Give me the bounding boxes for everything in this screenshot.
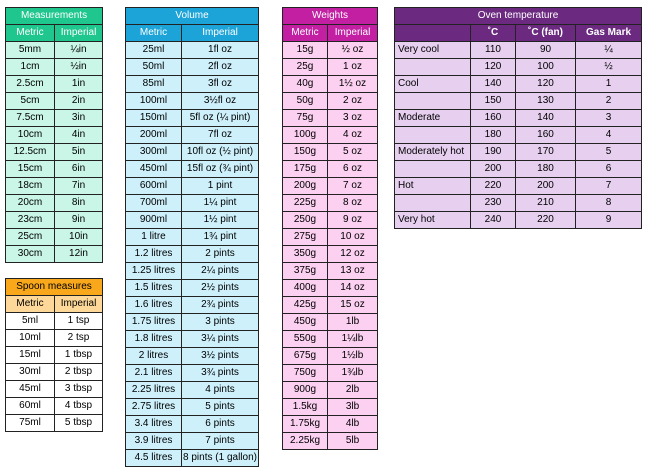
- measurements-cell: 5mm: [6, 42, 55, 59]
- volume-cell: 100ml: [126, 93, 182, 110]
- spoon-measures-table: [5, 278, 103, 432]
- weights-cell: 550g: [283, 331, 328, 348]
- spoon-cell: 5 tbsp: [55, 415, 103, 432]
- measurements-cell: 18cm: [6, 178, 55, 195]
- measurements-cell: 25cm: [6, 229, 55, 246]
- table-row: [126, 144, 259, 161]
- volume-cell: 1¾ pint: [182, 229, 259, 246]
- measurements-cell: 30cm: [6, 246, 55, 263]
- measurements-cell: 9in: [55, 212, 103, 229]
- table-row: [283, 348, 378, 365]
- table-row: [6, 76, 103, 93]
- oven-cell: 9: [576, 212, 642, 229]
- table-row: [283, 297, 378, 314]
- volume-cell: 1.5 litres: [126, 280, 182, 297]
- oven-cell: 3: [576, 110, 642, 127]
- oven-cell: 170: [516, 144, 576, 161]
- oven-column-header: Gas Mark: [576, 25, 642, 42]
- table-row: [6, 93, 103, 110]
- oven-column-header: ˚C (fan): [516, 25, 576, 42]
- measurements-cell: ¼in: [55, 42, 103, 59]
- oven-cell: [395, 127, 471, 144]
- volume-cell: 1.75 litres: [126, 314, 182, 331]
- volume-cell: 5fl oz (¼ pint): [182, 110, 259, 127]
- weights-cell: 3 oz: [328, 110, 378, 127]
- volume-cell: 1½ pint: [182, 212, 259, 229]
- volume-cell: 1.6 litres: [126, 297, 182, 314]
- volume-cell: 85ml: [126, 76, 182, 93]
- measurements-cell: 15cm: [6, 161, 55, 178]
- table-row: [283, 144, 378, 161]
- oven-cell: 7: [576, 178, 642, 195]
- weights-cell: 1½lb: [328, 348, 378, 365]
- volume-cell: 2.1 litres: [126, 365, 182, 382]
- weights-header-row: [283, 25, 378, 42]
- table-row: [126, 365, 259, 382]
- table-row: [283, 93, 378, 110]
- volume-cell: 1.2 litres: [126, 246, 182, 263]
- spoon-column-header: Metric: [6, 296, 55, 313]
- weights-cell: 1½ oz: [328, 76, 378, 93]
- weights-cell: 13 oz: [328, 263, 378, 280]
- oven-cell: Moderately hot: [395, 144, 471, 161]
- oven-cell: 110: [471, 42, 516, 59]
- volume-cell: 1 pint: [182, 178, 259, 195]
- oven-cell: [395, 161, 471, 178]
- volume-cell: 6 pints: [182, 416, 259, 433]
- table-row: [126, 76, 259, 93]
- oven-column-header: [395, 25, 471, 42]
- table-row: [283, 416, 378, 433]
- table-row: [6, 364, 103, 381]
- weights-title: Weights: [283, 8, 378, 25]
- measurements-cell: 1cm: [6, 59, 55, 76]
- weights-cell: 2 oz: [328, 93, 378, 110]
- spoon-cell: 5ml: [6, 313, 55, 330]
- oven-cell: 200: [516, 178, 576, 195]
- weights-column-header: Imperial: [328, 25, 378, 42]
- weights-cell: 5 oz: [328, 144, 378, 161]
- table-row: [395, 76, 642, 93]
- oven-cell: 140: [516, 110, 576, 127]
- volume-cell: 3.9 litres: [126, 433, 182, 450]
- table-row: [283, 246, 378, 263]
- weights-cell: 750g: [283, 365, 328, 382]
- volume-cell: 2.75 litres: [126, 399, 182, 416]
- weights-table: [282, 7, 378, 450]
- oven-cell: 180: [516, 161, 576, 178]
- oven-cell: 2: [576, 93, 642, 110]
- table-row: [126, 433, 259, 450]
- volume-cell: 3fl oz: [182, 76, 259, 93]
- weights-cell: 4 oz: [328, 127, 378, 144]
- volume-cell: 8 pints (1 gallon): [182, 450, 259, 467]
- oven-cell: 220: [471, 178, 516, 195]
- volume-cell: 4.5 litres: [126, 450, 182, 467]
- measurements-cell: 6in: [55, 161, 103, 178]
- weights-cell: 2.25kg: [283, 433, 328, 450]
- weights-cell: 225g: [283, 195, 328, 212]
- oven-cell: ¼: [576, 42, 642, 59]
- volume-cell: 1 litre: [126, 229, 182, 246]
- table-row: [283, 229, 378, 246]
- volume-cell: 7fl oz: [182, 127, 259, 144]
- table-row: [6, 59, 103, 76]
- table-row: [283, 195, 378, 212]
- oven-header-row: [395, 25, 642, 42]
- measurements-cell: 5in: [55, 144, 103, 161]
- volume-cell: 7 pints: [182, 433, 259, 450]
- table-row: [395, 127, 642, 144]
- weights-cell: 1 oz: [328, 59, 378, 76]
- measurements-cell: 5cm: [6, 93, 55, 110]
- table-row: [395, 42, 642, 59]
- weights-cell: 10 oz: [328, 229, 378, 246]
- spoon-cell: 60ml: [6, 398, 55, 415]
- weights-cell: 1.75kg: [283, 416, 328, 433]
- table-row: [283, 161, 378, 178]
- volume-cell: 300ml: [126, 144, 182, 161]
- weights-cell: ½ oz: [328, 42, 378, 59]
- measurements-cell: 3in: [55, 110, 103, 127]
- weights-cell: 5lb: [328, 433, 378, 450]
- oven-cell: 230: [471, 195, 516, 212]
- table-row: [126, 229, 259, 246]
- table-row: [6, 178, 103, 195]
- weights-cell: 400g: [283, 280, 328, 297]
- measurements-cell: 7in: [55, 178, 103, 195]
- table-row: [126, 178, 259, 195]
- volume-cell: 2¼ pints: [182, 263, 259, 280]
- volume-cell: 3½fl oz: [182, 93, 259, 110]
- oven-cell: 4: [576, 127, 642, 144]
- table-row: [126, 212, 259, 229]
- volume-cell: 3.4 litres: [126, 416, 182, 433]
- oven-cell: 1: [576, 76, 642, 93]
- volume-cell: 2fl oz: [182, 59, 259, 76]
- spoon-header-row: [6, 296, 103, 313]
- volume-cell: 1¼ pint: [182, 195, 259, 212]
- table-row: [126, 331, 259, 348]
- volume-title: Volume: [126, 8, 259, 25]
- table-row: [126, 297, 259, 314]
- volume-cell: 1.25 litres: [126, 263, 182, 280]
- table-row: [126, 93, 259, 110]
- table-row: [126, 42, 259, 59]
- volume-column-header: Metric: [126, 25, 182, 42]
- volume-header-row: [126, 25, 259, 42]
- volume-cell: 2½ pints: [182, 280, 259, 297]
- table-row: [126, 161, 259, 178]
- weights-cell: 150g: [283, 144, 328, 161]
- weights-cell: 25g: [283, 59, 328, 76]
- table-row: [126, 246, 259, 263]
- oven-cell: 6: [576, 161, 642, 178]
- measurements-header-row: [6, 25, 103, 42]
- table-row: [395, 178, 642, 195]
- weights-cell: 14 oz: [328, 280, 378, 297]
- spoon-cell: 15ml: [6, 347, 55, 364]
- spoon-cell: 45ml: [6, 381, 55, 398]
- table-row: [395, 195, 642, 212]
- volume-cell: 600ml: [126, 178, 182, 195]
- table-row: [283, 382, 378, 399]
- volume-cell: 3 pints: [182, 314, 259, 331]
- table-row: [126, 450, 259, 467]
- table-row: [6, 195, 103, 212]
- measurements-cell: ½in: [55, 59, 103, 76]
- oven-column-header: ˚C: [471, 25, 516, 42]
- table-row: [283, 110, 378, 127]
- spoon-cell: 75ml: [6, 415, 55, 432]
- table-row: [126, 416, 259, 433]
- weights-cell: 450g: [283, 314, 328, 331]
- oven-cell: 220: [516, 212, 576, 229]
- measurements-table: [5, 7, 103, 263]
- table-row: [126, 382, 259, 399]
- table-row: [6, 212, 103, 229]
- oven-cell: 200: [471, 161, 516, 178]
- weights-cell: 15g: [283, 42, 328, 59]
- table-row: [283, 178, 378, 195]
- measurements-title: Measurements: [6, 8, 103, 25]
- weights-cell: 425g: [283, 297, 328, 314]
- weights-cell: 9 oz: [328, 212, 378, 229]
- weights-cell: 175g: [283, 161, 328, 178]
- oven-cell: 140: [471, 76, 516, 93]
- oven-cell: Moderate: [395, 110, 471, 127]
- table-row: [6, 398, 103, 415]
- volume-cell: 1fl oz: [182, 42, 259, 59]
- measurements-cell: 12.5cm: [6, 144, 55, 161]
- weights-cell: 200g: [283, 178, 328, 195]
- volume-cell: 25ml: [126, 42, 182, 59]
- table-row: [283, 280, 378, 297]
- oven-cell: 150: [471, 93, 516, 110]
- weights-cell: 7 oz: [328, 178, 378, 195]
- oven-cell: 160: [471, 110, 516, 127]
- oven-cell: 90: [516, 42, 576, 59]
- spoon-title: Spoon measures: [6, 279, 103, 296]
- table-row: [126, 314, 259, 331]
- volume-cell: 5 pints: [182, 399, 259, 416]
- spoon-cell: 2 tsp: [55, 330, 103, 347]
- table-row: [6, 347, 103, 364]
- oven-cell: 160: [516, 127, 576, 144]
- table-row: [395, 110, 642, 127]
- oven-cell: 180: [471, 127, 516, 144]
- table-row: [126, 280, 259, 297]
- weights-cell: 15 oz: [328, 297, 378, 314]
- measurements-cell: 2.5cm: [6, 76, 55, 93]
- oven-cell: 120: [471, 59, 516, 76]
- volume-cell: 450ml: [126, 161, 182, 178]
- measurements-column-header: Imperial: [55, 25, 103, 42]
- measurements-column-header: Metric: [6, 25, 55, 42]
- table-row: [126, 348, 259, 365]
- measurements-cell: 20cm: [6, 195, 55, 212]
- volume-cell: 4 pints: [182, 382, 259, 399]
- table-row: [126, 263, 259, 280]
- oven-title: Oven temperature: [395, 8, 642, 25]
- measurements-cell: 4in: [55, 127, 103, 144]
- measurements-cell: 10in: [55, 229, 103, 246]
- table-row: [6, 381, 103, 398]
- volume-cell: 2 pints: [182, 246, 259, 263]
- weights-column-header: Metric: [283, 25, 328, 42]
- volume-column-header: Imperial: [182, 25, 259, 42]
- weights-cell: 2lb: [328, 382, 378, 399]
- table-row: [283, 59, 378, 76]
- weights-cell: 6 oz: [328, 161, 378, 178]
- weights-cell: 675g: [283, 348, 328, 365]
- volume-cell: 2¾ pints: [182, 297, 259, 314]
- oven-cell: ½: [576, 59, 642, 76]
- oven-cell: 190: [471, 144, 516, 161]
- volume-cell: 15fl oz (¾ pint): [182, 161, 259, 178]
- table-row: [395, 161, 642, 178]
- volume-cell: 3¾ pints: [182, 365, 259, 382]
- table-row: [126, 127, 259, 144]
- weights-cell: 100g: [283, 127, 328, 144]
- table-row: [126, 110, 259, 127]
- weights-cell: 40g: [283, 76, 328, 93]
- table-row: [283, 127, 378, 144]
- weights-cell: 350g: [283, 246, 328, 263]
- volume-cell: 10fl oz (½ pint): [182, 144, 259, 161]
- volume-cell: 900ml: [126, 212, 182, 229]
- spoon-cell: 1 tsp: [55, 313, 103, 330]
- spoon-cell: 2 tbsp: [55, 364, 103, 381]
- oven-cell: [395, 59, 471, 76]
- volume-table: [125, 7, 259, 467]
- weights-cell: 900g: [283, 382, 328, 399]
- volume-cell: 3¼ pints: [182, 331, 259, 348]
- table-row: [6, 144, 103, 161]
- oven-cell: Very cool: [395, 42, 471, 59]
- table-row: [6, 313, 103, 330]
- weights-cell: 1.5kg: [283, 399, 328, 416]
- oven-cell: 8: [576, 195, 642, 212]
- table-row: [6, 127, 103, 144]
- spoon-cell: 3 tbsp: [55, 381, 103, 398]
- table-row: [6, 161, 103, 178]
- volume-cell: 200ml: [126, 127, 182, 144]
- table-row: [6, 229, 103, 246]
- volume-cell: 2.25 litres: [126, 382, 182, 399]
- weights-cell: 8 oz: [328, 195, 378, 212]
- weights-cell: 1lb: [328, 314, 378, 331]
- oven-cell: 100: [516, 59, 576, 76]
- table-row: [395, 93, 642, 110]
- spoon-column-header: Imperial: [55, 296, 103, 313]
- table-row: [283, 331, 378, 348]
- oven-cell: Very hot: [395, 212, 471, 229]
- table-row: [283, 263, 378, 280]
- oven-cell: Cool: [395, 76, 471, 93]
- volume-cell: 150ml: [126, 110, 182, 127]
- table-row: [283, 433, 378, 450]
- measurements-cell: 8in: [55, 195, 103, 212]
- table-row: [395, 144, 642, 161]
- table-row: [126, 399, 259, 416]
- measurements-cell: 1in: [55, 76, 103, 93]
- weights-cell: 1¼lb: [328, 331, 378, 348]
- weights-cell: 375g: [283, 263, 328, 280]
- oven-temperature-table: [394, 7, 642, 229]
- table-row: [283, 399, 378, 416]
- table-row: [6, 42, 103, 59]
- weights-cell: 4lb: [328, 416, 378, 433]
- oven-cell: 210: [516, 195, 576, 212]
- weights-cell: 250g: [283, 212, 328, 229]
- table-row: [395, 212, 642, 229]
- volume-cell: 700ml: [126, 195, 182, 212]
- spoon-cell: 30ml: [6, 364, 55, 381]
- oven-cell: 5: [576, 144, 642, 161]
- volume-cell: 2 litres: [126, 348, 182, 365]
- oven-cell: Hot: [395, 178, 471, 195]
- table-row: [395, 59, 642, 76]
- weights-cell: 1¾lb: [328, 365, 378, 382]
- measurements-cell: 10cm: [6, 127, 55, 144]
- table-row: [283, 212, 378, 229]
- table-row: [126, 195, 259, 212]
- volume-cell: 50ml: [126, 59, 182, 76]
- measurements-cell: 23cm: [6, 212, 55, 229]
- spoon-cell: 10ml: [6, 330, 55, 347]
- oven-cell: 240: [471, 212, 516, 229]
- volume-cell: 1.8 litres: [126, 331, 182, 348]
- table-row: [283, 76, 378, 93]
- table-row: [6, 110, 103, 127]
- weights-cell: 3lb: [328, 399, 378, 416]
- spoon-cell: 1 tbsp: [55, 347, 103, 364]
- volume-cell: 3½ pints: [182, 348, 259, 365]
- weights-cell: 75g: [283, 110, 328, 127]
- table-row: [126, 59, 259, 76]
- table-row: [283, 42, 378, 59]
- table-row: [283, 314, 378, 331]
- weights-cell: 275g: [283, 229, 328, 246]
- oven-cell: 130: [516, 93, 576, 110]
- oven-cell: 120: [516, 76, 576, 93]
- table-row: [6, 415, 103, 432]
- table-row: [283, 365, 378, 382]
- oven-cell: [395, 195, 471, 212]
- oven-cell: [395, 93, 471, 110]
- measurements-cell: 2in: [55, 93, 103, 110]
- spoon-cell: 4 tbsp: [55, 398, 103, 415]
- table-row: [6, 330, 103, 347]
- table-row: [6, 246, 103, 263]
- measurements-cell: 7.5cm: [6, 110, 55, 127]
- weights-cell: 50g: [283, 93, 328, 110]
- measurements-cell: 12in: [55, 246, 103, 263]
- weights-cell: 12 oz: [328, 246, 378, 263]
